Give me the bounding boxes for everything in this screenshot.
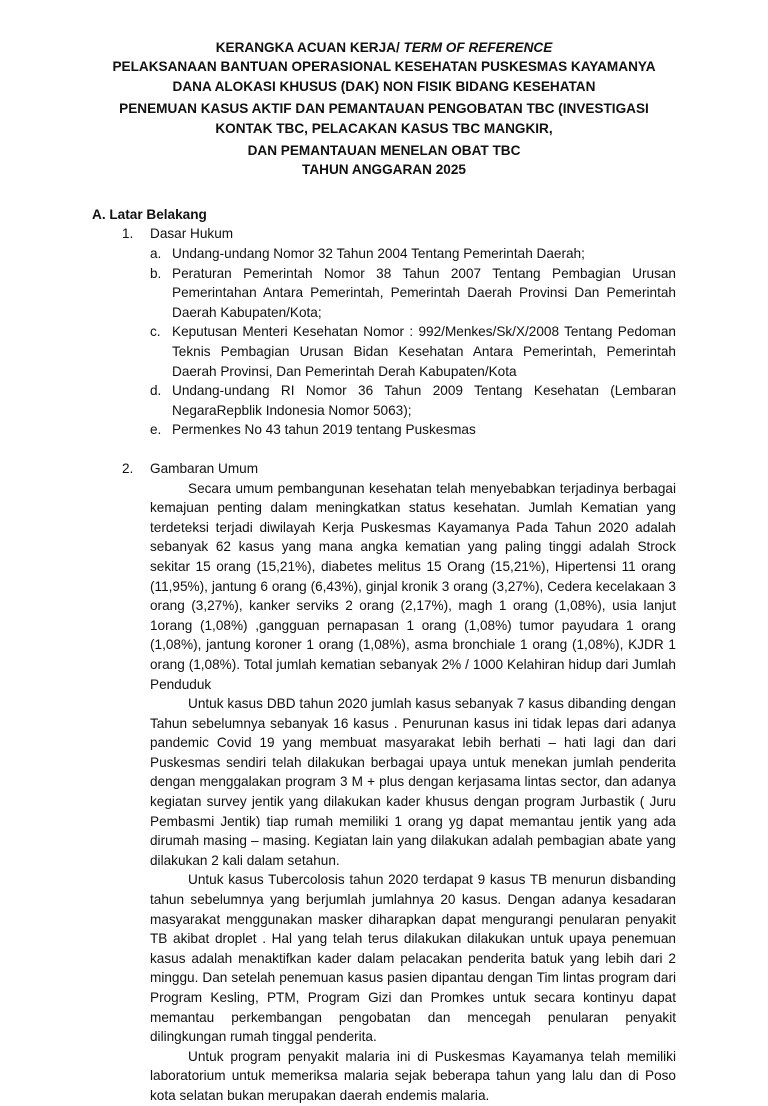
item-2-title: Gambaran Umum — [150, 460, 259, 476]
list-item: c. Keputusan Menteri Kesehatan Nomor : 992/Menkes/Sk/X/2008 Tentang Pedoman Teknis Pembagian Urusan Bidan Kesehatan Antara Pemerintah, Pemerintah Daerah Provinsi, Dan Pemerintah Derah Kabupaten/Kota — [150, 324, 676, 379]
title-line-3: DANA ALOKASI KHUSUS (DAK) NON FISIK BIDANG KESEHATAN — [172, 78, 596, 94]
title-line-4: PENEMUAN KASUS AKTIF DAN PEMANTAUAN PENGOBATAN TBC (INVESTIGASI — [119, 101, 649, 117]
title-line-6: DAN PEMANTAUAN MENELAN OBAT TBC — [247, 143, 521, 159]
paragraph-tuberculosis: Untuk kasus Tubercolosis tahun 2020 terdapat 9 kasus TB menurun disbanding tahun sebelumnya yang berjumlah jumlahnya 20 kasus. Dengan adanya kesadaran masyarakat menggunakan masker diharapkan dapat mengurangi penularan penyakit TB akibat droplet . Hal yang telah terus dilakukan dilakukan untuk upaya penemuan kasus adalah menaktifkan kader dalam pelacakan penderita batuk yang lebih dari 2 minggu. Dan setelah penemuan kasus pasien dipantau dengan Tim lintas program dari Program Kesling, PTM, Program Gizi dan Promkes untuk secara kontinyu dapat memantau perkembangan pengobatan dan mencegah penularan penyakit dilingkungan rumah tinggal penderita. — [150, 872, 676, 1045]
document-title-block — [92, 38, 676, 180]
item-2-number: 2. — [122, 460, 134, 476]
legal-basis-list — [92, 244, 676, 440]
item-1-title: Dasar Hukum — [150, 226, 234, 242]
title-line-7: TAHUN ANGGARAN 2025 — [302, 162, 466, 178]
item-1-number: 1. — [122, 226, 134, 242]
paragraph-mortality: Secara umum pembangunan kesehatan telah menyebabkan terjadinya berbagai kemajuan penting dalam meningkatkan status kesehatan. Jumlah Kematian yang terdeteksi terjadi diwilayah Kerja Puskesmas Kayamanya Pada Tahun 2020 adalah sebanyak 62 kasus yang mana angka kematian yang paling tinggi adalah Strock sekitar 15 orang (15,21%), diabetes melitus 15 Orang (15,21%), Hipertensi 11 orang (11,95%), jantung 6 orang (6,43%), ginjal kronik 3 orang (3,27%), Cedera kecelakaan 3 orang (3,27%), kanker serviks 2 orang (2,17%), magh 1 orang (1,08%), usia lanjut 1orang (1,08%) ,gangguan pernapasan 1 orang (1,08%) tumor payudara 1 orang (1,08%), jantung koroner 1 orang (1,08%), asma bronchiale 1 orang (1,08%), KJDR 1 orang (1,08%). Total jumlah kematian sebanyak 2% / 1000 Kelahiran hidup dari Jumlah Penduduk — [150, 480, 676, 692]
paragraph-dbd: Untuk kasus DBD tahun 2020 jumlah kasus sebanyak 7 kasus dibanding dengan Tahun sebelumnya sebanyak 16 kasus . Penurunan kasus ini tidak lepas dari adanya pandemic Covid 19 yang membuat masyarakat lebih berhati – hati lagi dan dari Puskesmas sendiri telah dilakukan berbagai upaya untuk menekan jumlah penderita dengan menggalakan program 3 M + plus dengan kerjasama lintas sector, dan adanya kegiatan survey jentik yang dilakukan kader khusus dengan program Jurbastik ( Juru Pembasmi Jentik) tiap rumah memiliki 1 orang yg dapat memantau jentik yang ada dirumah masing – masing. Kegiatan lain yang dilakukan adalah pembagian abate yang dilakukan 2 kali dalam setahun. — [150, 696, 676, 868]
title-line-1: KERANGKA ACUAN KERJA/ TERM OF REFERENCE — [215, 40, 553, 55]
title-line-2: PELAKSANAAN BANTUAN OPERASIONAL KESEHATAN PUSKESMAS KAYAMANYA — [112, 59, 656, 75]
item-2-heading — [92, 459, 676, 479]
item-1-heading — [92, 224, 676, 244]
list-item: b. Peraturan Pemerintah Nomor 38 Tahun 2007 Tentang Pembagian Urusan Pemerintahan Antara Pemerintah, Pemerintah Daerah Provinsi Dan Pemerintah Daerah Kabupaten/Kota; — [150, 265, 676, 320]
section-a-heading: A. Latar Belakang — [92, 206, 207, 222]
list-item: d. Undang-undang RI Nomor 36 Tahun 2009 Tentang Kesehatan (Lembaran NegaraRepblik Indonesia Nomor 5063); — [150, 383, 676, 418]
title-line-5: KONTAK TBC, PELACAKAN KASUS TBC MANGKIR, — [215, 120, 553, 136]
list-item: e. Permenkes No 43 tahun 2019 tentang Puskesmas — [150, 422, 476, 438]
spacer — [92, 440, 676, 459]
list-item: a. Undang-undang Nomor 32 Tahun 2004 Tentang Pemerintah Daerah; — [150, 246, 585, 262]
paragraph-malaria: Untuk program penyakit malaria ini di Puskesmas Kayamanya telah memiliki laboratorium untuk memeriksa malaria sejak beberapa tahun yang lalu dan di Poso kota selatan bukan merupakan daerah endemis malaria. — [150, 1048, 676, 1103]
title-line-1-italic: TERM OF REFERENCE — [403, 40, 553, 55]
